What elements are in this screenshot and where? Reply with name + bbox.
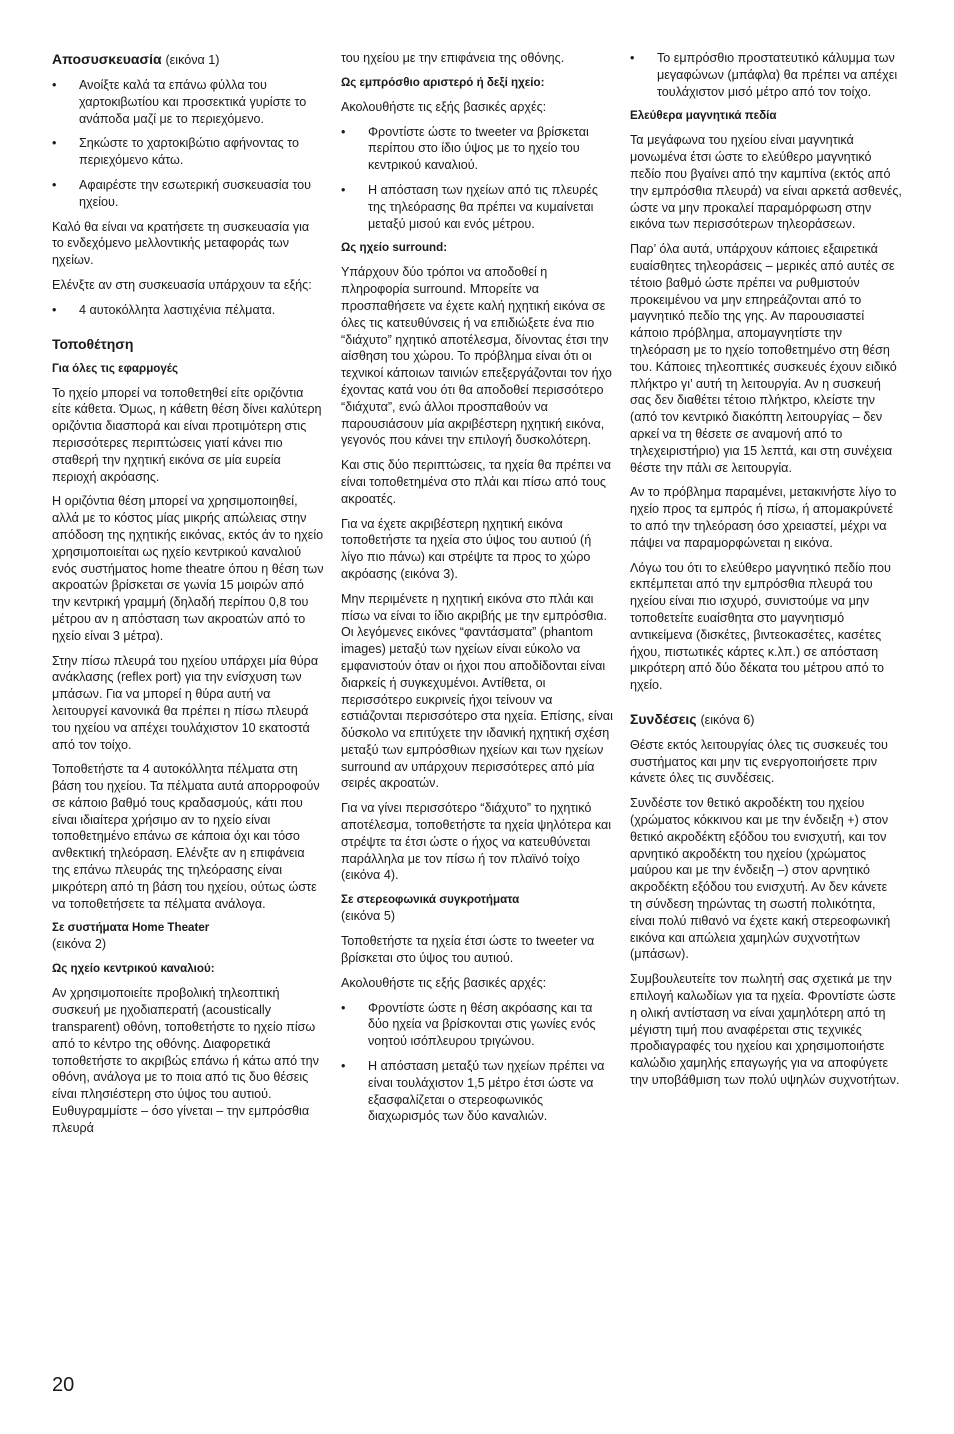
unpacking-figure-ref: (εικόνα 1) <box>165 53 220 67</box>
paragraph: Καλό θα είναι να κρατήσετε τη συσκευασία για το ενδεχόμενο μελλοντικής μεταφοράς των ηχείων. <box>52 219 310 268</box>
paragraph: Ακολουθήστε τις εξής βασικές αρχές: <box>341 99 547 114</box>
list-item: • 4 αυτοκόλλητα λαστιχένια πέλματα. <box>52 302 324 319</box>
stereo-figure-ref: (εικόνα 5) <box>341 909 396 924</box>
paragraph: Παρ’ όλα αυτά, υπάρχουν κάποιες εξαιρετικά ευαίσθητες τηλεοράσεις – μερικές από αυτές σε τέτοιο βαθμό ώστε πρέπει να ρυθμιστούν προκειμένου να μην επηρεάζονται από το μαγνητικό πεδίο της γης. Αν παρουσιαστεί κάποιο πρόβλημα, απομαγνητίστε την τηλεόραση με το ηχείο τοποθετημένο στη θέση του. Κάποιες τηλεοπτικές συσκευές έχουν ειδικό πλήκτρο γι’ αυτή τη λειτουργία. Αν η συσκευή σας δεν διαθέτει τέτοιο πλήκτρο, κλείστε την (από τον κεντρικό διακόπτη λειτουργίας – δεν αρκεί να τη θέσετε σε αναμονή από το τηλεχειριστήριο) για 15 λεπτά, και στη συνέχεια θέστε την πάλι σε λειτουργία. <box>630 242 897 475</box>
home-theater-figure-ref: (εικόνα 2) <box>52 937 107 952</box>
paragraph: Τοποθετήστε τα 4 αυτοκόλλητα πέλματα στη βάση του ηχείου. Τα πέλματα αυτά απορροφούν σε κάποιο βαθμό τους κραδασμούς, κάτι που είναι ιδιαίτερα χρήσιμο αν το ηχείο είναι τοποθετημένο επάνω σε κάποια όχι και τόσο ανθεκτική τηλεόραση. Ελένξτε αν η επιφάνεια της επάνω πλευράς της τηλεόρασης είναι μικρότερη από τη βάση του ηχείου, ούτως ώστε να τοποθετήσετε τα πέλματα ανάλογα. <box>52 762 320 911</box>
home-theater-title: Σε συστήματα Home Theater <box>52 921 210 935</box>
package-contents-list <box>52 302 324 319</box>
paragraph: Για να γίνει περισσότερο “διάχυτο” το ηχητικό αποτέλεσμα, τοποθετήστε τα ηχεία ψηλότερα και στρέψτε τα έτσι ώστε ο ήχος να κατευθύνεται παράλληλα με τον πίσω ή τον πλαϊνό τοίχο (εικόνα 4). <box>341 801 612 883</box>
paragraph: Η οριζόντια θέση μπορεί να χρησιμοποιηθεί, αλλά με το κόστος μίας μικρής απώλειας στην απόδοση της ηχητικής εικόνας, εκτός άν το ηχείο χρησιμοποιείται ως ηχείο κεντρικού καναλιού ενός συστήματος home theatre όπου η θέση των ακροατών βρίσκεται σε γωνία 15 μοιρών από την κεντρική γραμμή (δηλαδή περίπου 0,8 του μέτρου αν η απόσταση των ακροατών από το ηχείο είναι 3 μέτρα). <box>52 494 324 643</box>
connections-figure-ref: (εικόνα 6) <box>700 712 755 727</box>
page-number: 20 <box>52 1374 75 1396</box>
list-item: • Φροντίστε ώστε το tweeter να βρίσκεται περίπου στο ίδιο ύψος με το ηχείο του κεντρικού καναλιού. <box>341 124 613 174</box>
paragraph: Συνδέστε τον θετικό ακροδέκτη του ηχείου (χρώματος κόκκινου και με την ένδειξη +) στον θετικό ακροδέκτη εξόδου του ενισχυτή, και τον αρνητικό ακροδέκτη του ηχείου (χρώματος μαύρου και με την ένδειξη –) στον αρνητικό ακροδέκτη εξόδου του ενισχυτή. Αν δεν κάνετε τη σύνδεση τηρώντας τη σωστή πολικότητα, είναι πολύ πιθανό να έχετε κακή στερεοφωνική εικόνα και απώλεια χαμηλών συχνοτήτων (μπάσων). <box>630 796 891 962</box>
placement-heading: Τοποθέτηση <box>52 335 134 352</box>
all-applications-subheading: Για όλες τις εφαρμογές <box>52 361 179 375</box>
paragraph: Τα μεγάφωνα του ηχείου είναι μαγνητικά μονωμένα έτσι ώστε το ελεύθερο μαγνητικό πεδίο που βγαίνει από την καμπίνα (εκτός από την εμπρόσθια πλευρά) να είναι αρκετά ασθενές, ώστε να μην προκαλεί παραμόρφωση στην εικόνα των περισσότερων τηλεοράσεων. <box>630 133 902 232</box>
list-item: • Σηκώστε το χαρτοκιβώτιο αφήνοντας το περιεχόμενο κάτω. <box>52 135 324 169</box>
list-item: • Φροντίστε ώστε η θέση ακρόασης και τα δύο ηχεία να βρίσκονται στις γωνίες ενός νοητού ισόπλευρου τριγώνου. <box>341 1000 613 1050</box>
unpacking-steps <box>52 77 324 211</box>
connections-heading <box>630 710 902 729</box>
column-3 <box>630 50 902 1097</box>
home-theater-subheading <box>52 920 324 953</box>
paragraph: Για να έχετε ακριβέστερη ηχητική εικόνα τοποθετήστε τα ηχεία στο ύψος του αυτιού (ή λίγο πιο πάνω) και στρέψτε τα προς το χώρο ακρόασης (εικόνα 3). <box>341 516 592 581</box>
front-speaker-guidelines <box>341 124 613 233</box>
list-item: • Η απόσταση των ηχείων από τις πλευρές της τηλεόρασης θα πρέπει να κυμαίνεται μεταξύ μισού και ενός μέτρου. <box>341 182 613 232</box>
stereo-title: Σε στερεοφωνικά συγκροτήματα <box>341 893 520 907</box>
paragraph: του ηχείου με την επιφάνεια της οθόνης. <box>341 51 565 65</box>
paragraph: Λόγω του ότι το ελεύθερο μαγνητικό πεδίο που εκπέμπεται από την εμπρόσθια πλευρά του ηχείου είναι πιο ισχυρό, συνιστούμε να μην τοποθετείτε ευαίσθητα στο μαγνητισμό αντικείμενα (δισκέτες, βιντεοκασέτες, κασέτες ήχου, πιστωτικές κάρτες κ.λπ.) σε απόσταση μικρότερη από δύο δέκατα του μέτρου από το ηχείο. <box>630 560 891 693</box>
list-item: • Ανοίξτε καλά τα επάνω φύλλα του χαρτοκιβωτίου και προσεκτικά γυρίστε το ανάποδα μαζί με το περιεχόμενο. <box>52 77 324 127</box>
stereo-subheading <box>341 892 613 925</box>
paragraph: Ελένξτε αν στη συσκευασία υπάρχουν τα εξής: <box>52 277 312 292</box>
paragraph: Υπάρχουν δύο τρόποι να αποδοθεί η πληροφορία surround. Μπορείτε να προσπαθήσετε να έχετε καλή ηχητική εικόνα σε όλες τις κατευθύνσεις ή να επιδιώξετε ένα πιο “διάχυτο” ηχητικό αποτέλεσμα, δίνοντας έτσι την αίσθηση του χώρου. Το πρόβλημα είναι ότι οι τεχνικοί κάποιων ταινιών επεξεργάζονται τον ήχο έχοντας κατά νου ότι θα αποδοθεί περισσότερο “διάχυτα”, ενώ άλλοι προσπαθούν να παρουσιάσουν μία ακριβέστερη ηχητική εικόνα, γεγονός που κάνει την επιλογή δυσκολότερη. <box>341 265 612 448</box>
unpacking-heading <box>52 50 324 69</box>
paragraph: Μην περιμένετε η ηχητική εικόνα στο πλάι και πίσω να είναι το ίδιο ακριβής με την εμπρόσθια. Οι λεγόμενες εικόνες “φαντάσματα” (phantom images) μεταξύ των ηχείων είναι εύκολο να εμφανιστούν όταν οι ήχοι που αποδίδονται είναι διαρκείς ή συγκεχυμένοι. Αντίθετα, οι περισσότερο ευκρινείς ήχοι τείνουν να εστιάζονται περισσότερο στα ηχεία. Επίσης, είναι δύσκολο να επιτύχετε την ιδανική ηχητική σχέση μεταξύ των εμπρόσθιων ηχείων και των ηχείων surround αν υπάρχουν περισσότερες από μία σειρές ακροατών. <box>341 591 613 791</box>
surround-speaker-subheading: Ως ηχείο surround: <box>341 241 448 255</box>
paragraph: Αν χρησιμοποιείτε προβολική τηλεοπτική συσκευή με ηχοδιαπερατή (acoustically transparent) οθόνη, τοποθετήστε το ηχείο πίσω από το κέντρο της οθόνης. Διαφορετικά τοποθετήστε το ακριβώς επάνω ή κάτω από την οθόνη, ανάλογα με το ποια από τις δυο θέσεις είναι πλησιέστερη στο ύψος του αυτιού. Ευθυγραμμίστε – όσο γίνεται – την εμπρόσθια πλευρά <box>52 986 319 1135</box>
center-channel-subheading: Ως ηχείο κεντρικού καναλιού: <box>52 962 215 976</box>
magnetic-fields-subheading: Ελεύθερα μαγνητικά πεδία <box>630 109 777 123</box>
front-speaker-subheading: Ως εμπρόσθιο αριστερό ή δεξί ηχείο: <box>341 75 545 89</box>
paragraph: Στην πίσω πλευρά του ηχείου υπάρχει μία θύρα ανάκλασης (reflex port) για την ενίσχυση των μπάσων. Για να μπορεί η θύρα αυτή να λειτουργεί κανονικά θα πρέπει η πίσω πλευρά του ηχείου να απέχει τουλάχιστον 10 εκατοστά από τον τοίχο. <box>52 653 319 752</box>
list-item: • Το εμπρόσθιο προστατευτικό κάλυμμα των μεγαφώνων (μπάφλα) θα πρέπει να απέχει τουλάχιστον μισό μέτρο από τον τοίχο. <box>630 50 902 100</box>
list-item: • Αφαιρέστε την εσωτερική συσκευασία του ηχείου. <box>52 177 324 211</box>
paragraph: Ακολουθήστε τις εξής βασικές αρχές: <box>341 975 547 990</box>
list-item: • Η απόσταση μεταξύ των ηχείων πρέπει να είναι τουλάχιστον 1,5 μέτρο έτσι ώστε να εξασφαλίζεται ο στερεοφωνικός διαχωρισμός των δύο καναλιών. <box>341 1058 613 1125</box>
paragraph: Και στις δύο περιπτώσεις, τα ηχεία θα πρέπει να είναι τοποθετημένα στο πλάι και πίσω από τους ακροατές. <box>341 458 611 506</box>
paragraph: Το ηχείο μπορεί να τοποθετηθεί είτε οριζόντια είτε κάθετα. Όμως, η κάθετη θέση δίνει καλύτερη οριζόντια διασπορά και είναι προτιμότερη στις περισσότερες περιπτώσεις γιατί κάνει πιο σταθερή την ηχητική εικόνα σε μία ευρεία περιοχή ακρόασης. <box>52 385 322 484</box>
paragraph: Θέστε εκτός λειτουργίας όλες τις συσκευές του συστήματος και μην τις ενεργοποιήσετε πριν κάνετε όλες τις συνδέσεις. <box>630 737 888 786</box>
stereo-guidelines-continued <box>630 50 902 100</box>
connections-title: Συνδέσεις <box>630 710 697 727</box>
column-2 <box>341 50 613 1133</box>
unpacking-title: Αποσυσκευασία <box>52 51 162 67</box>
column-1 <box>52 50 324 1145</box>
paragraph: Αν το πρόβλημα παραμένει, μετακινήστε λίγο το ηχείο προς τα εμπρός ή πίσω, ή απομακρύνετέ το από την τηλεόραση όσο χρειαστεί, μέχρι να πάψει να παραμορφώνεται η εικόνα. <box>630 485 897 550</box>
paragraph: Τοποθετήστε τα ηχεία έτσι ώστε το tweeter να βρίσκεται στο ύψος του αυτιού. <box>341 934 595 966</box>
paragraph: Συμβουλευτείτε τον πωλητή σας σχετικά με την επιλογή καλωδίων για τα ηχεία. Φροντίστε ώστε η ολική αντίσταση να είναι χαμηλότερη από τη μέγιστη τιμή που αναφέρεται στις τεχνικές προδιαγραφές του ηχείου και χρησιμοποιήστε καλώδιο χαμηλής επαγωγής για να αποφύγετε την υποβάθμιση των πολύ υψηλών συχνοτήτων. <box>630 972 900 1088</box>
stereo-guidelines <box>341 1000 613 1126</box>
